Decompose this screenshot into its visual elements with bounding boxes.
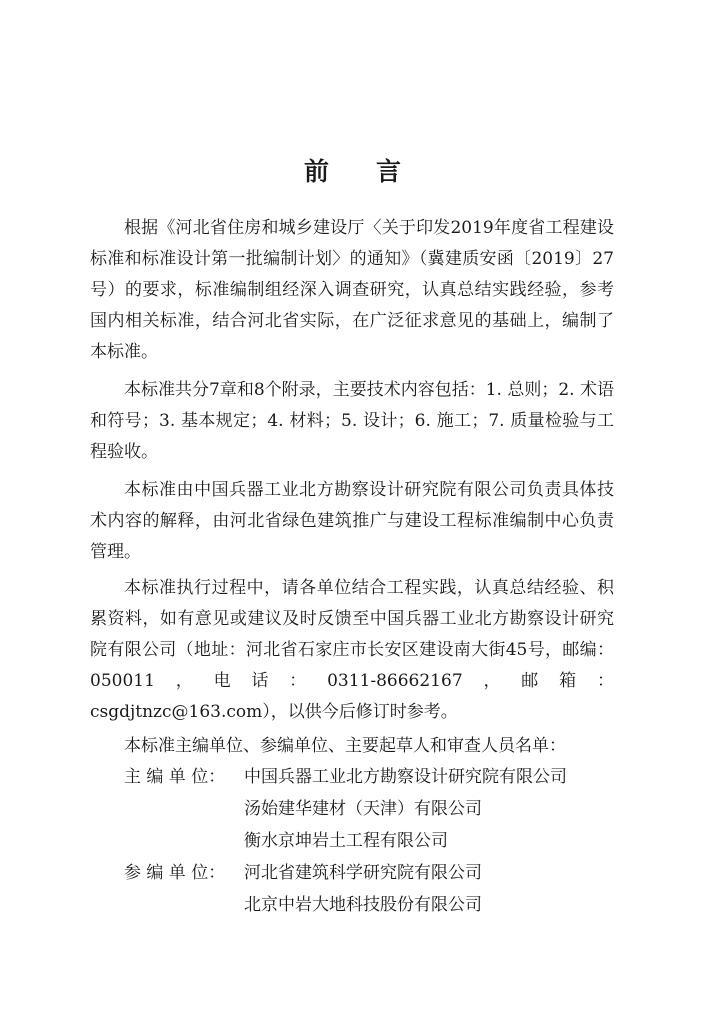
page-title: [0, 155, 706, 189]
chief-unit-item: 衡水京坤岩土工程有限公司: [244, 831, 448, 851]
paragraph-basis: 根据《河北省住房和城乡建设厅〈关于印发2019年度省工程建设标准和标准设计第一批编制计划〉的通知》（冀建质安函〔2019〕27号）的要求，标准编制组经深入调查研究，认真总结实践经验，参考国内相关标准，结合河北省实际，在广泛征求意见的基础上，编制了本标准。: [90, 218, 614, 362]
chief-units-label: 主 编 单 位：: [124, 767, 226, 787]
participating-unit-item: 北京中岩大地科技股份有限公司: [244, 895, 482, 915]
participating-unit-item: 河北省建筑科学研究院有限公司: [244, 863, 482, 883]
paragraph-list-intro: 本标准主编单位、参编单位、主要起草人和审查人员名单：: [124, 736, 566, 756]
participating-units-label: 参 编 单 位：: [124, 863, 226, 883]
title-char-1: 前: [303, 157, 330, 186]
paragraph-feedback: 本标准执行过程中，请各单位结合工程实践，认真总结经验、积累资料，如有意见或建议及时反馈至中国兵器工业北方勘察设计研究院有限公司（地址：河北省石家庄市长安区建设南大街45号，邮编：050011，电话：0311-86662167，邮箱：csgdjtnzc@163.com），以供今后修订时参考。: [90, 578, 614, 722]
paragraph-interpretation: 本标准由中国兵器工业北方勘察设计研究院有限公司负责具体技术内容的解释，由河北省绿色建筑推广与建设工程标准编制中心负责管理。: [90, 480, 614, 562]
title-char-2: 言: [376, 157, 403, 186]
chief-unit-item: 中国兵器工业北方勘察设计研究院有限公司: [244, 767, 567, 787]
chief-unit-item: 汤始建华建材（天津）有限公司: [244, 799, 482, 819]
paragraph-contents: 本标准共分7章和8个附录，主要技术内容包括：1. 总则；2. 术语和符号；3. 基本规定；4. 材料；5. 设计；6. 施工；7. 质量检验与工程验收。: [90, 380, 614, 462]
